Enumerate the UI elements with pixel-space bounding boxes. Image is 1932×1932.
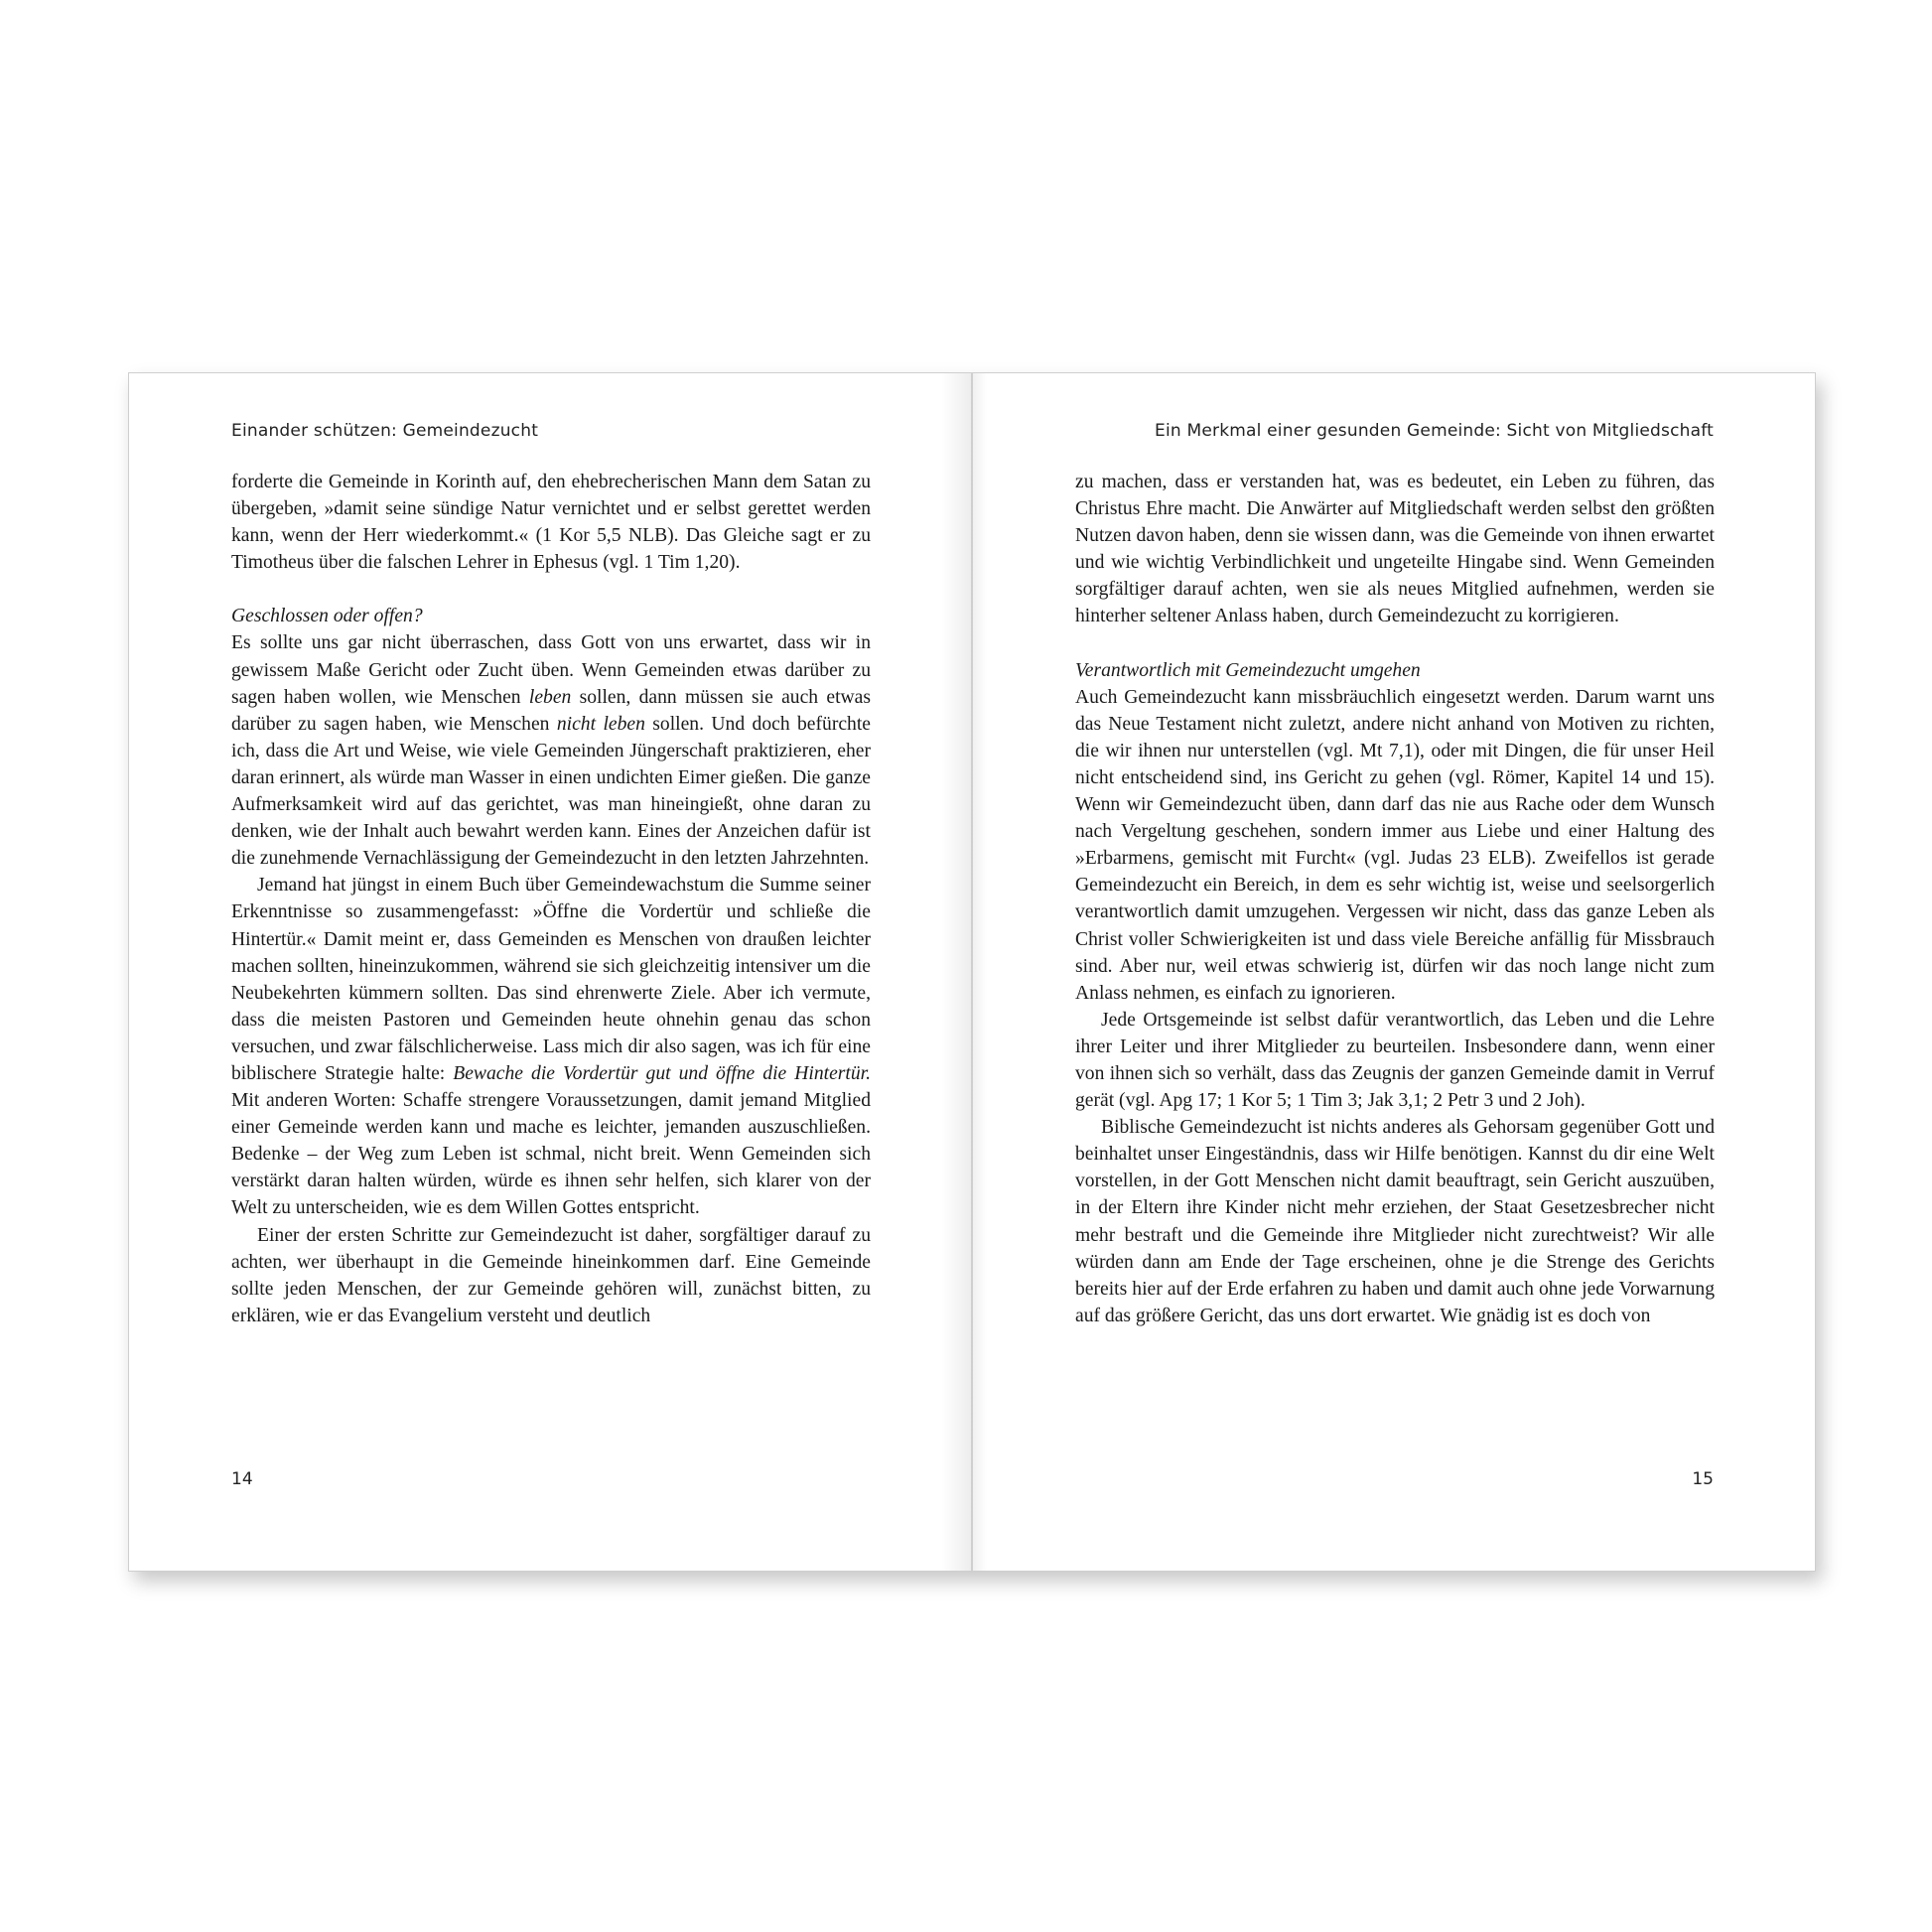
paragraph: Einer der ersten Schritte zur Gemeindezucht ist daher, sorgfältiger darauf zu achten, wer überhaupt in die Gemeinde hineinkommen darf. Eine Gemeinde sollte jeden Menschen, der zur Gemeinde gehören will, zunächst bitten, zu erklären, wie er das Evangelium versteht und deutlich <box>231 1224 871 1326</box>
paragraph: Auch Gemeindezucht kann missbräuchlich eingesetzt werden. Darum warnt uns das Neue Testament nicht zuletzt, andere nicht anhand von Motiven zu richten, die wir ihnen nur unterstellen (vgl. Mt 7,1), oder mit Dingen, die für unser Heil nicht entscheidend sind, ins Gericht zu gehen (vgl. Römer, Kapitel 14 und 15). Wenn wir Gemeindezucht üben, dann darf das nie aus Rache oder dem Wunsch nach Vergeltung geschehen, sondern immer aus Liebe und einer Haltung des »Erbarmens, gemischt mit Furcht« (vgl. Judas 23 ELB). Zweifellos ist gerade Gemeindezucht ein Bereich, in dem es sehr wichtig ist, weise und seelsorgerlich verantwortlich damit umzugehen. Vergessen wir nicht, dass das ganze Leben als Christ voller Schwierigkeiten ist und dass viele Bereiche anfällig für Missbrauch sind. Aber nur, weil etwas schwierig ist, dürfen wir das noch lange nicht zum Anlass nehmen, es einfach zu ignorieren. <box>1075 686 1715 1004</box>
text-run: sollen, dann müssen sie auch etwas darüber zu sagen haben, wie Menschen <box>231 686 871 735</box>
page-number: 14 <box>231 1469 253 1489</box>
right-page <box>972 372 1816 1572</box>
text-run: Es sollte uns gar nicht überraschen, dass Gott von uns erwartet, dass wir in gewissem Maße Gericht oder Zucht üben. Wenn Gemeinden etwas darüber zu sagen haben wollen, wie Menschen <box>231 632 871 708</box>
emphasis: leben <box>528 686 572 708</box>
page-number: 15 <box>1692 1469 1714 1489</box>
page-body <box>231 469 871 1329</box>
running-header: Einander schützen: Gemeindezucht <box>231 421 539 441</box>
left-page <box>128 372 972 1572</box>
emphasis: Bewache die Vordertür gut und öffne die Hintertür. <box>453 1062 871 1084</box>
paragraph <box>231 872 871 1221</box>
page-body <box>1075 469 1715 1329</box>
text-run: Mit anderen Worten: Schaffe strengere Voraussetzungen, damit jemand Mitglied einer Gemeinde werden kann und mache es leichter, jemanden auszuschließen. Bedenke – der Weg zum Leben ist schmal, nicht breit. Wenn Gemeinden sich verstärkt daran halten würden, würde es ihnen sehr helfen, sich klarer von der Welt zu unterscheiden, wie es dem Willen Gottes entspricht. <box>231 1090 871 1219</box>
running-header: Ein Merkmal einer gesunden Gemeinde: Sicht von Mitgliedschaft <box>1155 421 1714 441</box>
paragraph: forderte die Gemeinde in Korinth auf, den ehebrecherischen Mann dem Satan zu übergeben, »damit seine sündige Natur vernichtet und er selbst gerettet werden kann, wenn der Herr wiederkommt.« (1 Kor 5,5 NLB). Das Gleiche sagt er zu Timotheus über die falschen Lehrer in Ephesus (vgl. 1 Tim 1,20). <box>231 472 871 574</box>
emphasis: nicht leben <box>556 713 645 735</box>
section-heading: Geschlossen oder offen? <box>231 606 423 627</box>
book-spread <box>128 372 1816 1572</box>
section-heading: Verantwortlich mit Gemeindezucht umgehen <box>1075 659 1421 681</box>
paragraph: Jede Ortsgemeinde ist selbst dafür verantwortlich, das Leben und die Lehre ihrer Leiter und ihrer Mitglieder zu beurteilen. Insbesondere dann, wenn einer von ihnen sich so verhält, dass das Zeugnis der ganzen Gemeinde damit in Verruf gerät (vgl. Apg 17; 1 Kor 5; 1 Tim 3; Jak 3,1; 2 Petr 3 und 2 Joh). <box>1075 1009 1715 1112</box>
paragraph: Biblische Gemeindezucht ist nichts anderes als Gehorsam gegenüber Gott und beinhaltet unser Eingeständnis, dass wir Hilfe benötigen. Kannst du dir eine Welt vorstellen, in der Gott Menschen nicht damit beauftragt, sein Gericht auszuüben, in der Eltern ihre Kinder nicht mehr erziehen, der Staat Gesetzesbrecher nicht mehr bestraft und die Gemeinde ihre Mitglieder nicht zurechtweist? Wir alle würden dann am Ende der Tage erscheinen, ohne je die Strenge des Gerichts bereits hier auf der Erde erfahren zu haben und damit auch ohne jede Vorwarnung auf das größere Gericht, das uns dort erwartet. Wie gnädig ist es doch von <box>1075 1117 1715 1326</box>
text-run: Jemand hat jüngst in einem Buch über Gemeindewachstum die Summe seiner Erkenntnisse so zusammengefasst: »Öffne die Vordertür und schließe die Hintertür.« Damit meint er, dass Gemeinden es Menschen von draußen leichter machen sollten, hineinzukommen, während sie sich gleichzeitig intensiver um die Neubekehrten kümmern sollten. Das sind ehrenwerte Ziele. Aber ich vermute, dass die meisten Pastoren und Gemeinden heute ohnehin genau das schon versuchen, und zwar fälschlicherweise. Lass mich dir also sagen, was ich für eine biblischere Strategie halte: <box>231 875 871 1084</box>
paragraph: zu machen, dass er verstanden hat, was es bedeutet, ein Leben zu führen, das Christus Ehre macht. Die Anwärter auf Mitgliedschaft werden selbst den größten Nutzen davon haben, denn sie wissen dann, was die Gemeinde von ihnen erwartet und wie wichtig Verbindlichkeit und ungeteilte Hingabe sind. Wenn Gemeinden sorgfältiger darauf achten, wen sie als neues Mitglied aufnehmen, werden sie hinterher seltener Anlass haben, durch Gemeindezucht zu korrigieren. <box>1075 472 1715 627</box>
paragraph <box>231 629 871 872</box>
text-run: sollen. Und doch befürchte ich, dass die Art und Weise, wie viele Gemeinden Jüngerschaft praktizieren, eher daran erinnert, als würde man Wasser in einen undichten Eimer gießen. Die ganze Aufmerksamkeit wird auf das gerichtet, was man hineingießt, ohne daran zu denken, wie der Inhalt auch bewahrt werden kann. Eines der Anzeichen dafür ist die zunehmende Vernachlässigung der Gemeindezucht in den letzten Jahrzehnten. <box>231 713 871 870</box>
